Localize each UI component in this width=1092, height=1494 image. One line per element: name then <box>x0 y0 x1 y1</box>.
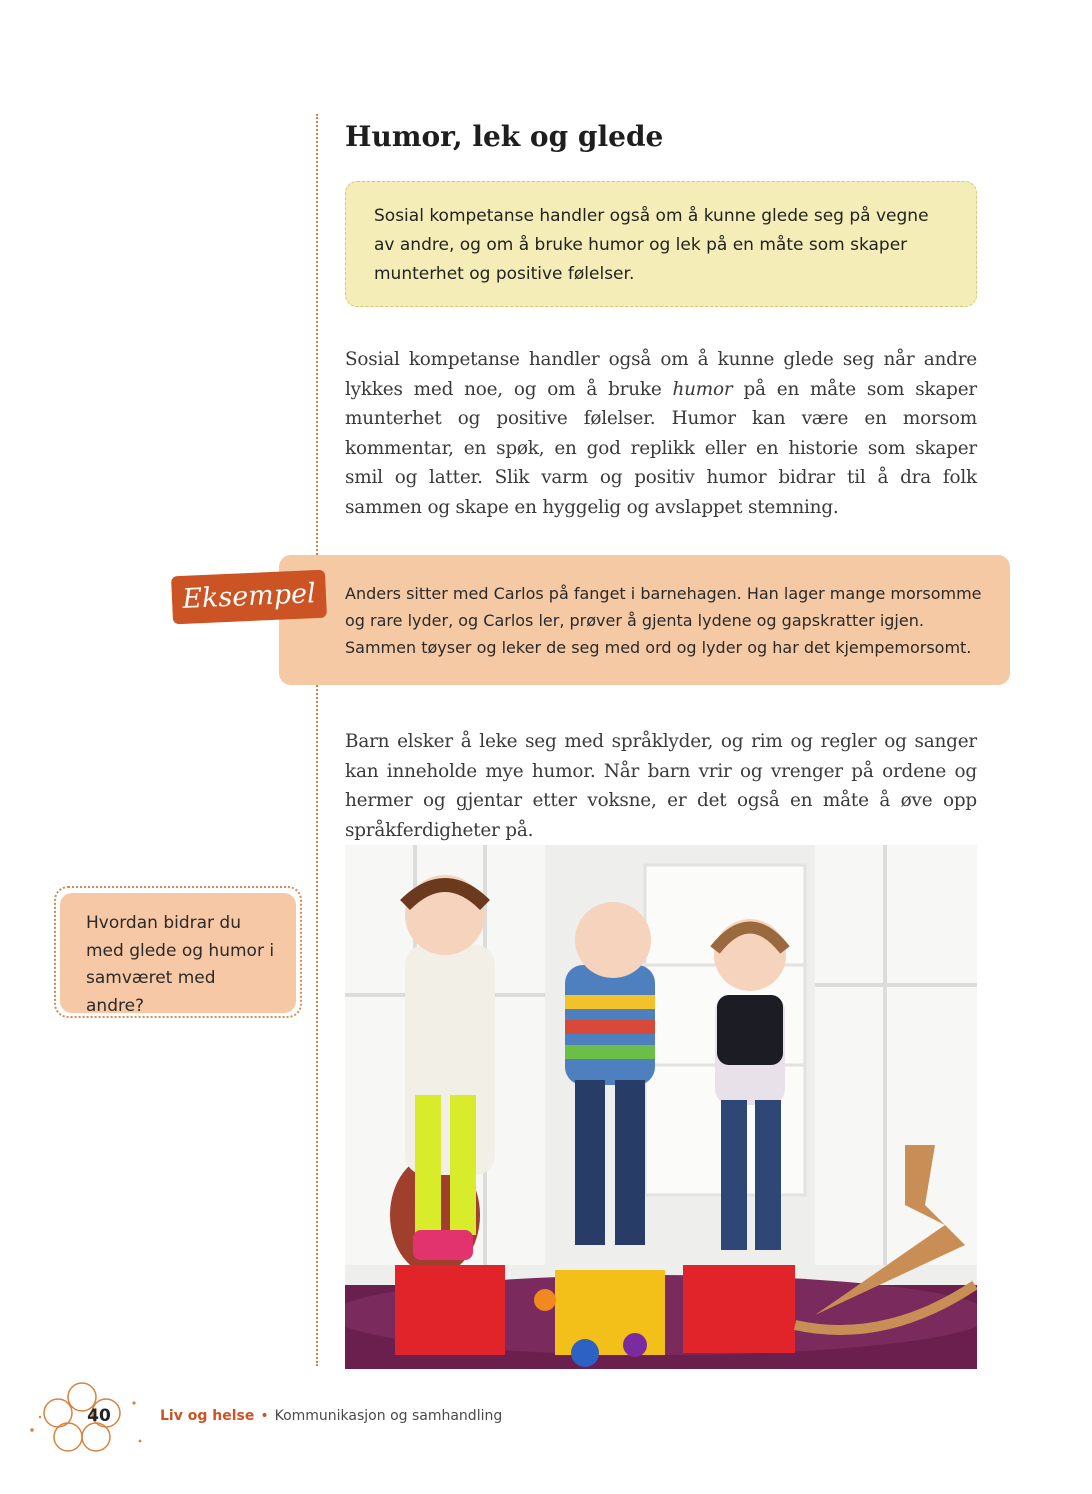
margin-divider-line <box>316 114 318 1366</box>
section-heading: Humor, lek og glede <box>345 120 664 153</box>
book-title: Liv og helse <box>160 1408 255 1424</box>
body-paragraph-1 <box>345 345 977 522</box>
reflection-question-box: Hvordan bidrar du med glede og humor i samværet med andre? <box>60 893 296 1013</box>
running-footer <box>160 1408 502 1424</box>
emphasis-humor: humor <box>672 378 733 400</box>
example-tag: Eksempel <box>171 570 327 625</box>
summary-box: Sosial kompetanse handler også om å kunne glede seg på vegne av andre, og om å bruke humor og lek på en måte som skaper munterhet og positive følelser. <box>345 181 977 307</box>
example-text: Anders sitter med Carlos på fanget i barnehagen. Han lager mange morsomme og rare lyder, og Carlos ler, prøver å gjenta lydene og gapskratter igjen. Sammen tøyser og leker de seg med ord og lyder og har det kjempemorsomt. <box>345 584 982 657</box>
paragraph-1-text-end: på en måte som skaper munterhet og positive følelser. Humor kan være en morsom kommentar, en spøk, en god replikk eller en historie som skaper smil og latter. Slik varm og positiv humor bidrar til å dra folk sammen og skape en hyggelig og avslappet stemning. <box>345 378 977 518</box>
footer-bullet: • <box>260 1408 269 1424</box>
children-playing-photo <box>345 845 977 1369</box>
chapter-title: Kommunikasjon og samhandling <box>274 1408 503 1424</box>
body-paragraph-2: Barn elsker å leke seg med språklyder, og rim og regler og sanger kan inneholde mye humor. Når barn vrir og vrenger på ordene og hermer og gjentar etter voksne, er det også en måte å øve opp språkferdigheter på. <box>345 731 977 841</box>
paragraph-1-text-start: Sosial kompetanse handler også om å kunne glede seg når andre lykkes med noe, og om å bruke <box>345 349 977 400</box>
page-number: 40 <box>87 1406 111 1426</box>
photo-illustration <box>345 845 977 1369</box>
